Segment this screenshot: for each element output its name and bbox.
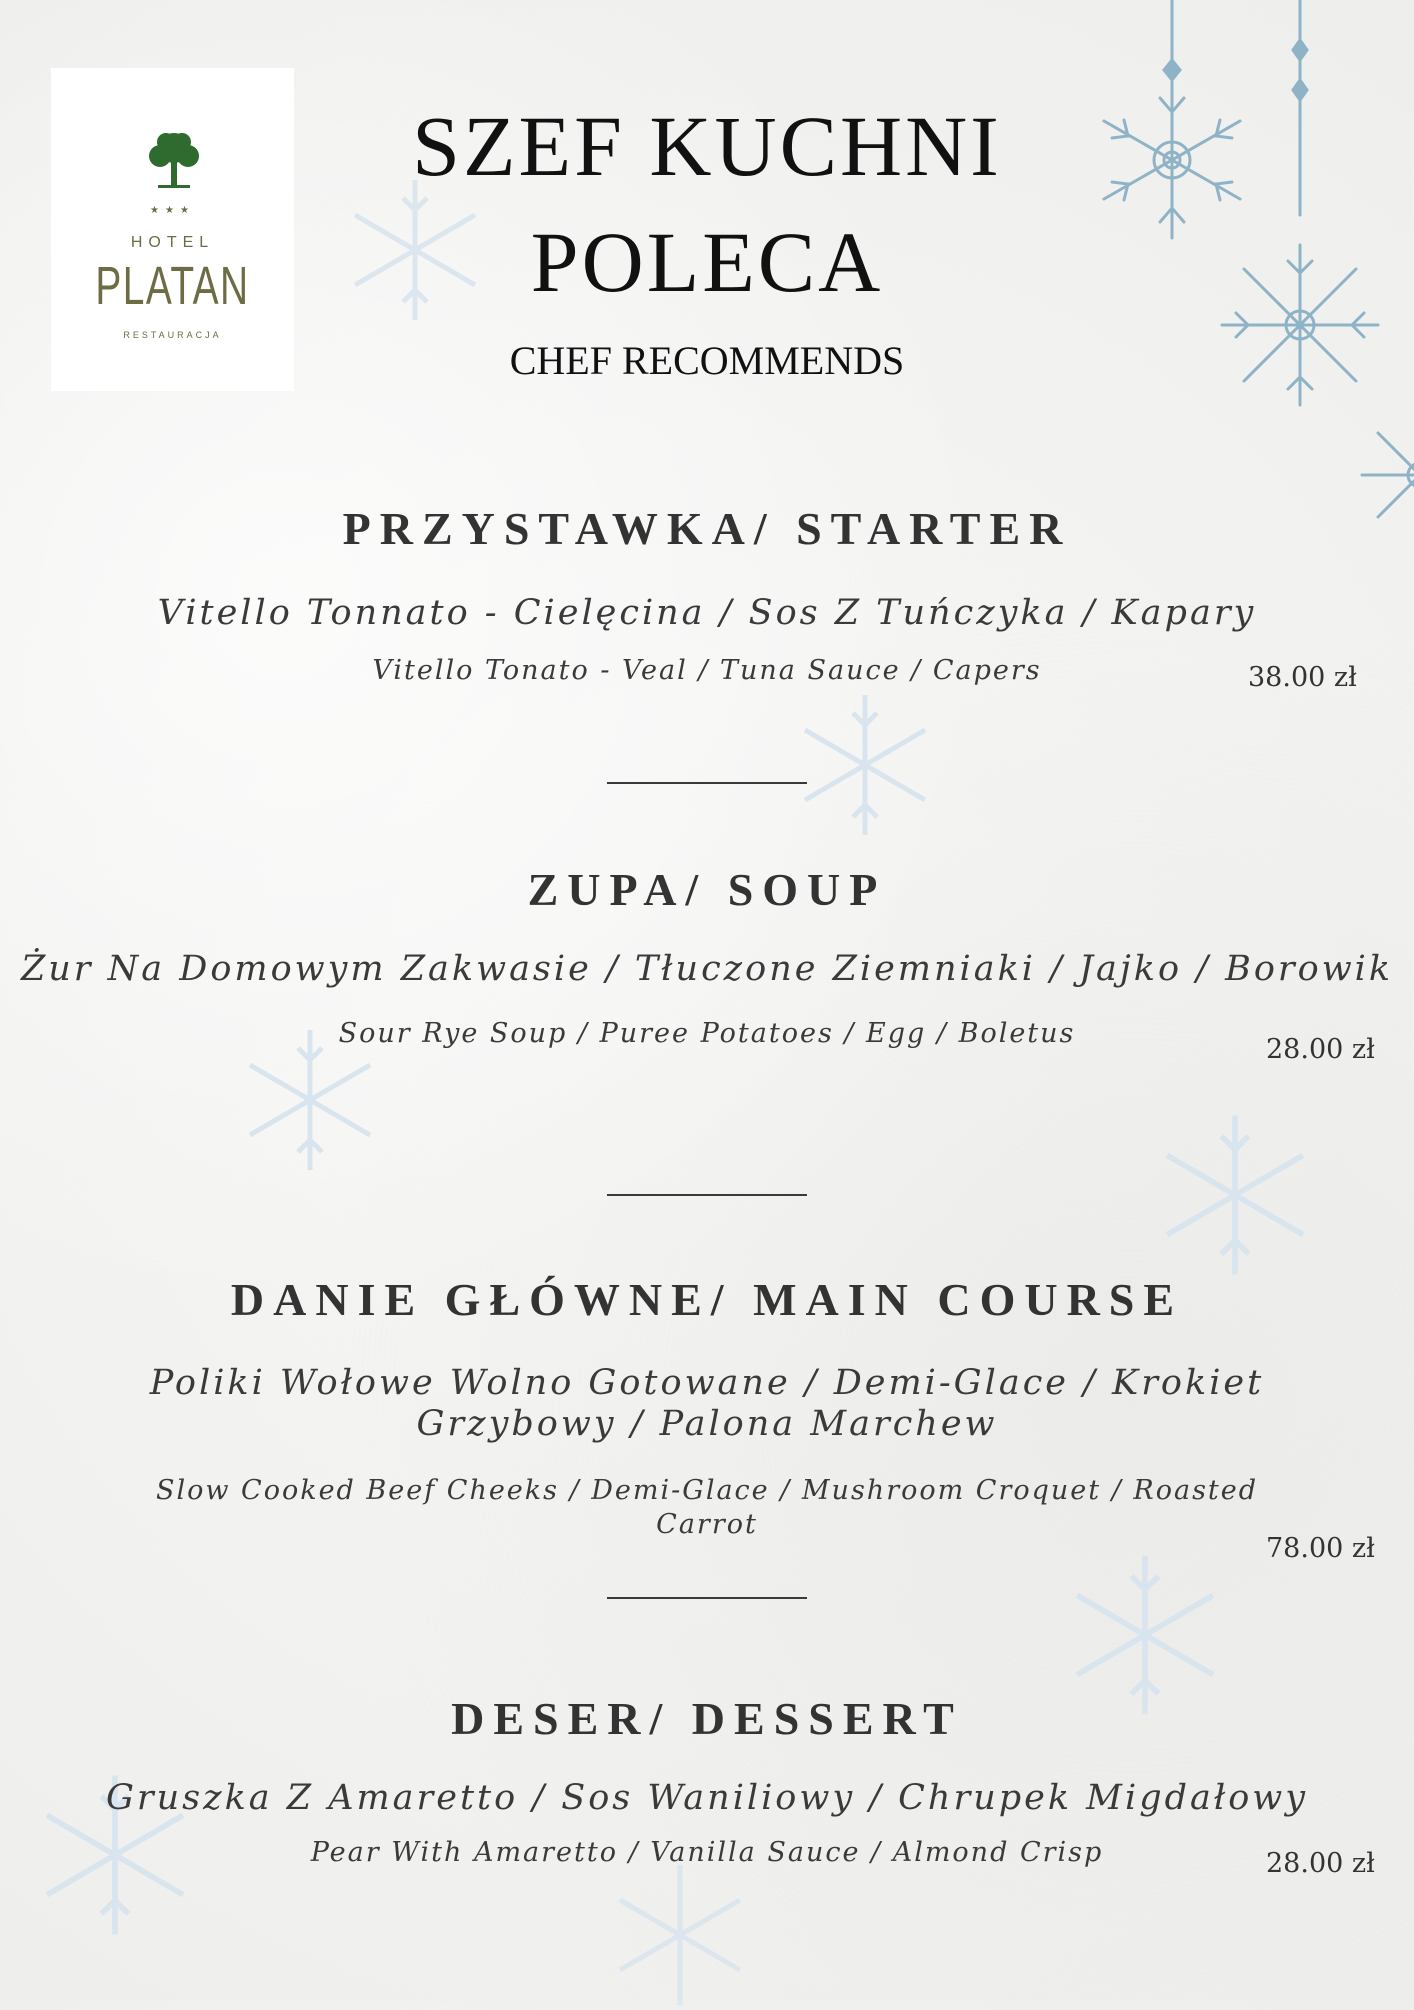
section-heading-main-course: DANIE GŁÓWNE/ MAIN COURSE [230,1274,1184,1325]
dish-name-polish: Vitello Tonnato - Cielęcina / Sos Z Tuńczyka / Kapary [157,593,1257,633]
dish-name-english: Sour Rye Soup / Puree Potatoes / Egg / Boletus [338,1018,1076,1049]
page-title-line-2: POLECA [530,214,884,310]
dish-name-polish: Żur Na Domowym Zakwasie / Tłuczone Ziemniaki / Jajko / Borowik [20,949,1394,989]
dish-price: 78.00 zł [1266,1533,1375,1564]
page-title-line-1: SZEF KUCHNI [412,98,1002,194]
section-heading-starter: PRZYSTAWKA/ STARTER [342,503,1072,554]
section-divider [607,1194,807,1196]
dish-price: 28.00 zł [1266,1034,1375,1065]
dish-name-english: Pear With Amaretto / Vanilla Sauce / Almond Crisp [310,1837,1104,1868]
dish-name-polish: Gruszka Z Amaretto / Sos Waniliowy / Chrupek Migdałowy [105,1778,1309,1818]
page-subtitle: CHEF RECOMMENDS [509,338,905,383]
background-snowflake-icon [605,1860,755,2010]
background-snowflake-icon [790,690,940,840]
dish-name-polish: Poliki Wołowe Wolno Gotowane / Demi-Glace / Krokiet [149,1363,1265,1403]
section-heading-soup: ZUPA/ SOUP [527,864,887,915]
dish-name-polish-continued: Grzybowy / Palona Marchew [416,1404,998,1444]
dish-price: 38.00 zł [1248,662,1357,693]
logo-name: PLATAN [95,256,250,316]
logo-subtitle: RESTAURACJA [123,330,222,340]
dish-name-english: Vitello Tonato - Veal / Tuna Sauce / Capers [372,655,1042,686]
dish-name-english: Slow Cooked Beef Cheeks / Demi-Glace / Mushroom Croquet / Roasted [155,1475,1259,1506]
dish-price: 28.00 zł [1266,1848,1375,1879]
background-snowflake-icon [1150,1110,1320,1280]
section-heading-dessert: DESER/ DESSERT [451,1693,963,1744]
logo-stars: ★★★ [150,205,195,216]
section-divider [607,782,807,784]
logo-hotel-text: HOTEL [130,234,215,251]
dish-name-english-continued: Carrot [656,1509,758,1540]
section-divider [607,1597,807,1599]
